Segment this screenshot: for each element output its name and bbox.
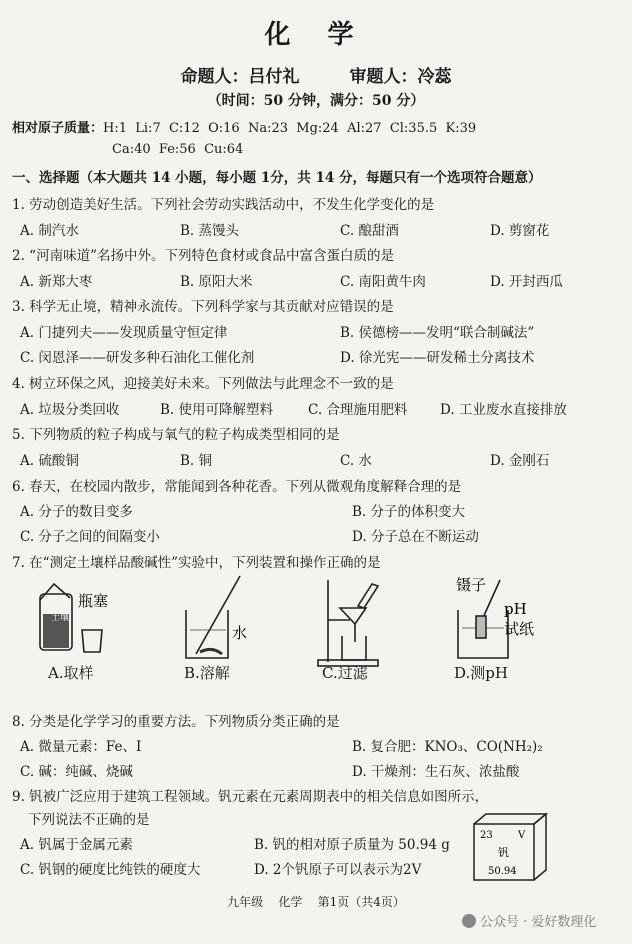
- option: C. 碱：纯碱、烧碱: [20, 764, 133, 780]
- question-stem-continued: 下列说法不正确的是: [28, 812, 150, 828]
- atomic-mass-label: 相对原子质量：: [12, 121, 104, 136]
- option: B.溶解: [184, 664, 230, 682]
- question-stem: 3. 科学无止境，精神永流传。下列科学家与其贡献对应错误的是: [12, 299, 394, 315]
- experiment-figures: [0, 570, 632, 690]
- pouring-beaker: [358, 584, 378, 608]
- question-stem: 6. 春天，在校园内散步，常能闻到各种花香。下列从微观角度解释合理的是: [12, 479, 462, 495]
- option: D. 工业废水直接排放: [440, 402, 567, 418]
- option: A. 分子的数目变多: [20, 504, 133, 520]
- sediment: [200, 649, 222, 654]
- question-stem: 1. 劳动创造美好生活。下列社会劳动实践活动中，不发生化学变化的是: [12, 197, 435, 213]
- bottle-stopper: [40, 584, 70, 600]
- question-stem: 5. 下列物质的粒子构成与氧气的粒子构成类型相同的是: [12, 427, 340, 443]
- atomic-mass-line-1: [12, 117, 476, 136]
- option: C. 闵恩泽——研发多种石油化工催化剂: [20, 350, 255, 366]
- element-card: [470, 812, 550, 884]
- stopper-label: 瓶塞: [78, 592, 109, 610]
- author-name: 命题人：吕付礼: [180, 67, 300, 87]
- option: A. 硫酸铜: [20, 453, 79, 469]
- option: A.取样: [48, 664, 94, 682]
- option: B. 复合肥：KNO₃、CO(NH₂)₂: [352, 739, 543, 755]
- option: C. 酿甜酒: [340, 223, 399, 239]
- question-stem: 2. “河南味道”名扬中外。下列特色食材或食品中富含蛋白质的是: [12, 248, 394, 264]
- page-footer: 九年级 化学 第1页（共4页）: [227, 895, 405, 909]
- ph-label: pH: [504, 600, 527, 618]
- option: B. 侯德榜——发明“联合制碱法”: [340, 325, 535, 341]
- watermark: [462, 911, 596, 930]
- option: A. 钒属于金属元素: [20, 837, 133, 853]
- authors-line: [0, 62, 632, 87]
- option: B. 蒸馒头: [180, 223, 240, 239]
- option: D. 金刚石: [490, 453, 550, 469]
- ph-paper: [476, 616, 486, 638]
- option: C. 分子之间的间隔变小: [20, 529, 160, 545]
- option: D. 剪窗花: [490, 223, 550, 239]
- option: A. 微量元素：Fe、I: [20, 739, 142, 755]
- option: B. 使用可降解塑料: [160, 402, 274, 418]
- option: C.过滤: [322, 664, 368, 682]
- option: D. 干燥剂：生石灰、浓盐酸: [352, 764, 520, 780]
- option: D. 徐光宪——研发稀土分离技术: [340, 350, 535, 366]
- test-paper-label: 试纸: [504, 620, 535, 638]
- option: B. 分子的体积变大: [352, 504, 466, 520]
- water-label: 水: [232, 624, 248, 642]
- small-beaker: [82, 630, 102, 652]
- tweezers-label: 镊子: [456, 576, 487, 594]
- question-stem: 9. 钒被广泛应用于建筑工程领域。钒元素在元素周期表中的相关信息如图所示，: [12, 789, 489, 805]
- wechat-icon: [462, 914, 476, 928]
- question-stem: 7. 在“测定土壤样品酸碱性”实验中，下列装置和操作正确的是: [12, 555, 381, 571]
- option: D. 开封西瓜: [490, 274, 563, 290]
- option: A. 垃圾分类回收: [20, 402, 120, 418]
- option: C. 钒钢的硬度比纯铁的硬度大: [20, 862, 201, 878]
- soil-label: 土壤: [50, 613, 70, 623]
- option: B. 原阳大米: [180, 274, 253, 290]
- reviewer-name: 审题人：冷蕊: [349, 67, 452, 87]
- element-mass: 50.94: [488, 866, 517, 877]
- option: A. 制汽水: [20, 223, 79, 239]
- element-number: 23: [480, 830, 493, 841]
- page-title: 化 学: [264, 20, 368, 50]
- option: C. 水: [340, 453, 372, 469]
- option: D. 2个钒原子可以表示为2V: [254, 862, 422, 878]
- question-stem: 8. 分类是化学学习的重要方法。下列物质分类正确的是: [12, 714, 340, 730]
- element-symbol: V: [518, 830, 526, 841]
- option: D.测pH: [454, 664, 508, 682]
- question-stem: 4. 树立环保之风，迎接美好未来。下列做法与此理念不一致的是: [12, 376, 394, 392]
- option: B. 铜: [180, 453, 213, 469]
- section-title: 一、选择题（本大题共 14 小题，每小题 1分，共 14 分，每题只有一个选项符合题意）: [12, 170, 542, 186]
- option: B. 钒的相对原子质量为 50.94 g: [254, 837, 450, 853]
- atomic-mass-values-2: Ca:40 Fe:56 Cu:64: [112, 142, 244, 157]
- option: D. 分子总在不断运动: [352, 529, 479, 545]
- option: A. 新郑大枣: [20, 274, 93, 290]
- option: C. 南阳黄牛肉: [340, 274, 426, 290]
- funnel: [340, 608, 366, 624]
- option: C. 合理施用肥料: [308, 402, 408, 418]
- watermark-text: 公众号 · 爱好数理化: [480, 915, 597, 930]
- element-name: 钒: [498, 846, 509, 859]
- glass-rod: [196, 576, 240, 654]
- option: A. 门捷列夫——发现质量守恒定律: [20, 325, 228, 341]
- atomic-mass-values-1: H:1 Li:7 C:12 O:16 Na:23 Mg:24 Al:27 Cl:35.5 K:39: [103, 121, 477, 136]
- time-info: （时间：50 分钟，满分：50 分）: [207, 93, 425, 109]
- receiving-beaker: [342, 636, 366, 660]
